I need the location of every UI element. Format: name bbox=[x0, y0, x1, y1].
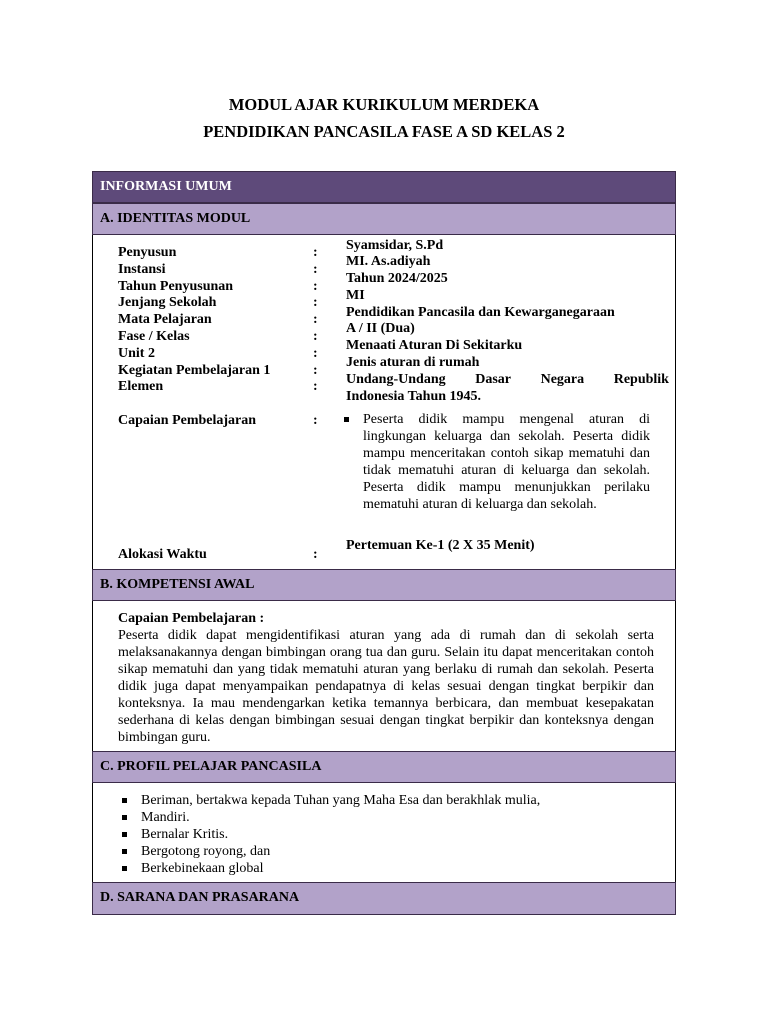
colon: : bbox=[313, 262, 318, 277]
value-elemen-line1 bbox=[346, 371, 669, 388]
section-c-profil-pelajar: C. PROFIL PELAJAR PANCASILA bbox=[92, 751, 676, 783]
value-fase: A / II (Dua) bbox=[346, 321, 415, 336]
colon: : bbox=[313, 363, 318, 378]
label-capaian: Capaian Pembelajaran bbox=[118, 413, 257, 428]
value-unit: Menaati Aturan Di Sekitarku bbox=[346, 338, 523, 353]
label-jenjang: Jenjang Sekolah bbox=[118, 295, 217, 310]
section-b-kompetensi-awal: B. KOMPETENSI AWAL bbox=[92, 569, 676, 601]
value-kegiatan: Jenis aturan di rumah bbox=[346, 355, 480, 370]
profil-item: Berkebinekaan global bbox=[116, 860, 656, 877]
colon: : bbox=[313, 312, 318, 327]
value-jenjang: MI bbox=[346, 288, 365, 303]
section-informasi-umum: INFORMASI UMUM bbox=[92, 171, 676, 203]
label-kegiatan: Kegiatan Pembelajaran 1 bbox=[118, 363, 271, 378]
value-elemen-line2: Indonesia Tahun 1945. bbox=[346, 389, 482, 404]
value-tahun: Tahun 2024/2025 bbox=[346, 271, 448, 286]
label-tahun: Tahun Penyusunan bbox=[118, 279, 234, 294]
colon: : bbox=[313, 379, 318, 394]
elemen-word: Negara bbox=[540, 372, 585, 387]
colon: : bbox=[313, 295, 318, 310]
label-penyusun: Penyusun bbox=[118, 245, 177, 260]
label-elemen: Elemen bbox=[118, 379, 164, 394]
section-a-identitas-modul: A. IDENTITAS MODUL bbox=[92, 203, 676, 235]
label-mapel: Mata Pelajaran bbox=[118, 312, 212, 327]
profil-item: Mandiri. bbox=[116, 809, 656, 826]
label-fase: Fase / Kelas bbox=[118, 329, 190, 344]
value-penyusun: Syamsidar, S.Pd bbox=[346, 238, 444, 253]
profil-item: Bernalar Kritis. bbox=[116, 826, 656, 843]
profil-item: Bergotong royong, dan bbox=[116, 843, 656, 860]
capaian-list bbox=[338, 411, 650, 513]
document-title: MODUL AJAR KURIKULUM MERDEKA bbox=[228, 95, 540, 114]
kompetensi-heading: Capaian Pembelajaran : bbox=[118, 611, 265, 626]
colon: : bbox=[313, 279, 318, 294]
capaian-item: Peserta didik mampu mengenal aturan di lingkungan keluarga dan sekolah. Peserta didik mampu menceritakan contoh sikap mematuhi dan tidak mematuhi aturan di keluarga dan sekolah. Peserta didik mampu menunjukkan perilaku mematuhi aturan di keluarga dan sekolah. bbox=[338, 411, 650, 513]
kompetensi-text: Peserta didik dapat mengidentifikasi aturan yang ada di rumah dan di sekolah serta melaksanakannya dengan bimbingan orang tua dan guru. Selain itu dapat menceritakan contoh sikap mematuhi dan yang tidak mematuhi aturan yang berlaku di rumah dan sekolah. Peserta didik juga dapat menyampaikan pendapatnya di kelas sesuai dengan tingkat berpikir dan konteksnya. Ia mau mendengarkan ketika temannya berbicara, dan membuat kesepakatan sederhana di kelas dengan bimbingan sesuai dengan tingkat berpikir dan konteksnya dengan bimbingan guru. bbox=[118, 628, 654, 745]
value-instansi: MI. As.adiyah bbox=[346, 254, 431, 269]
colon: : bbox=[313, 329, 318, 344]
label-instansi: Instansi bbox=[118, 262, 166, 277]
label-alokasi: Alokasi Waktu bbox=[118, 547, 207, 562]
section-d-sarana-prasarana: D. SARANA DAN PRASARANA bbox=[92, 882, 676, 915]
elemen-word: Dasar bbox=[475, 372, 511, 387]
document-subtitle: PENDIDIKAN PANCASILA FASE A SD KELAS 2 bbox=[203, 122, 565, 141]
value-mapel: Pendidikan Pancasila dan Kewarganegaraan bbox=[346, 305, 615, 320]
profil-list bbox=[116, 792, 656, 877]
elemen-word: Republik bbox=[613, 372, 669, 387]
value-alokasi: Pertemuan Ke-1 (2 X 35 Menit) bbox=[346, 538, 535, 553]
colon: : bbox=[313, 413, 318, 428]
elemen-word: Undang-Undang bbox=[346, 372, 446, 387]
colon: : bbox=[313, 346, 318, 361]
profil-item: Beriman, bertakwa kepada Tuhan yang Maha Esa dan berakhlak mulia, bbox=[116, 792, 656, 809]
colon: : bbox=[313, 547, 318, 562]
colon: : bbox=[313, 245, 318, 260]
label-unit: Unit 2 bbox=[118, 346, 155, 361]
